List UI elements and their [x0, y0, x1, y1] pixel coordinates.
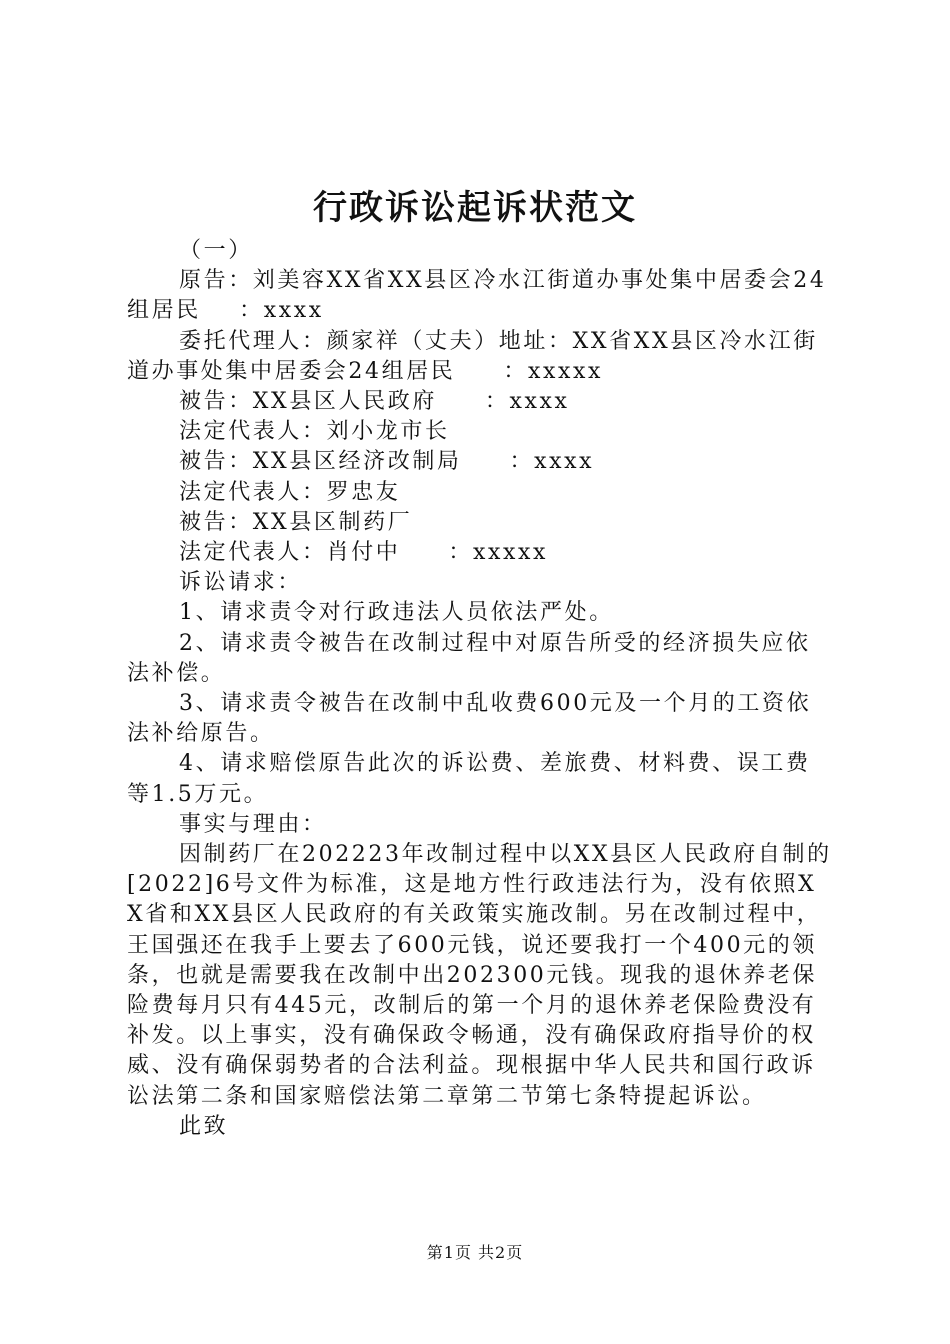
paragraph-agent: 委托代理人：颜家祥（丈夫）地址：XX省XX县区冷水江街道办事处集中居委会24组居民 ：xxxxx	[127, 328, 818, 384]
paragraph-defendant-2: 被告：XX县区经济改制局 ：xxxx	[179, 449, 595, 475]
paragraph-defendant-3: 被告：XX县区制药厂	[179, 509, 413, 535]
paragraph-plaintiff: 原告：刘美容XX省XX县区冷水江街道办事处集中居委会24组居民 ：xxxx	[127, 268, 827, 324]
paragraph-claim-2: 2、请求责令被告在改制过程中对原告所受的经济损失应依法补偿。	[127, 630, 811, 686]
paragraph-legal-rep-1: 法定代表人：刘小龙市长	[179, 419, 450, 445]
document-body	[127, 236, 833, 1142]
paragraph-claim-4: 4、请求赔偿原告此次的诉讼费、差旅费、材料费、误工费等1.5万元。	[127, 751, 811, 807]
paragraph-facts-body: 因制药厂在202223年改制过程中以XX县区人民政府自制的[2022]6号文件为标准，这是地方性行政违法行为，没有依照XX省和XX县区人民政府的有关政策实施改制。另在改制过程中，王国强还在我手上要去了600元钱，说还要我打一个400元的领条，也就是需要我在改制中出202300元钱。现我的退休养老保险费每月只有445元，改制后的第一个月的退休养老保险费没有补发。以上事实，没有确保政令畅通，没有确保政府指导价的权威、没有确保弱势者的合法利益。现根据中华人民共和国行政诉讼法第二条和国家赔偿法第二章第二节第七条特提起诉讼。	[127, 842, 832, 1109]
paragraph-closing: 此致	[179, 1113, 229, 1139]
paragraph-legal-rep-3: 法定代表人：肖付中 ：xxxxx	[179, 540, 549, 566]
page-footer: 第1页 共2页	[426, 1243, 524, 1262]
document-title: 行政诉讼起诉状范文	[313, 188, 637, 228]
paragraph-defendant-1: 被告：XX县区人民政府 ：xxxx	[179, 389, 570, 415]
paragraph-claim-1: 1、请求责令对行政违法人员依法严处。	[179, 600, 614, 626]
paragraph-claims-heading: 诉讼请求：	[179, 570, 303, 596]
paragraph-legal-rep-2: 法定代表人：罗忠友	[179, 479, 401, 505]
paragraph-section-marker: （一）	[179, 238, 253, 263]
paragraph-claim-3: 3、请求责令被告在改制中乱收费600元及一个月的工资依法补给原告。	[127, 691, 812, 747]
paragraph-facts-heading: 事实与理由：	[179, 811, 327, 837]
